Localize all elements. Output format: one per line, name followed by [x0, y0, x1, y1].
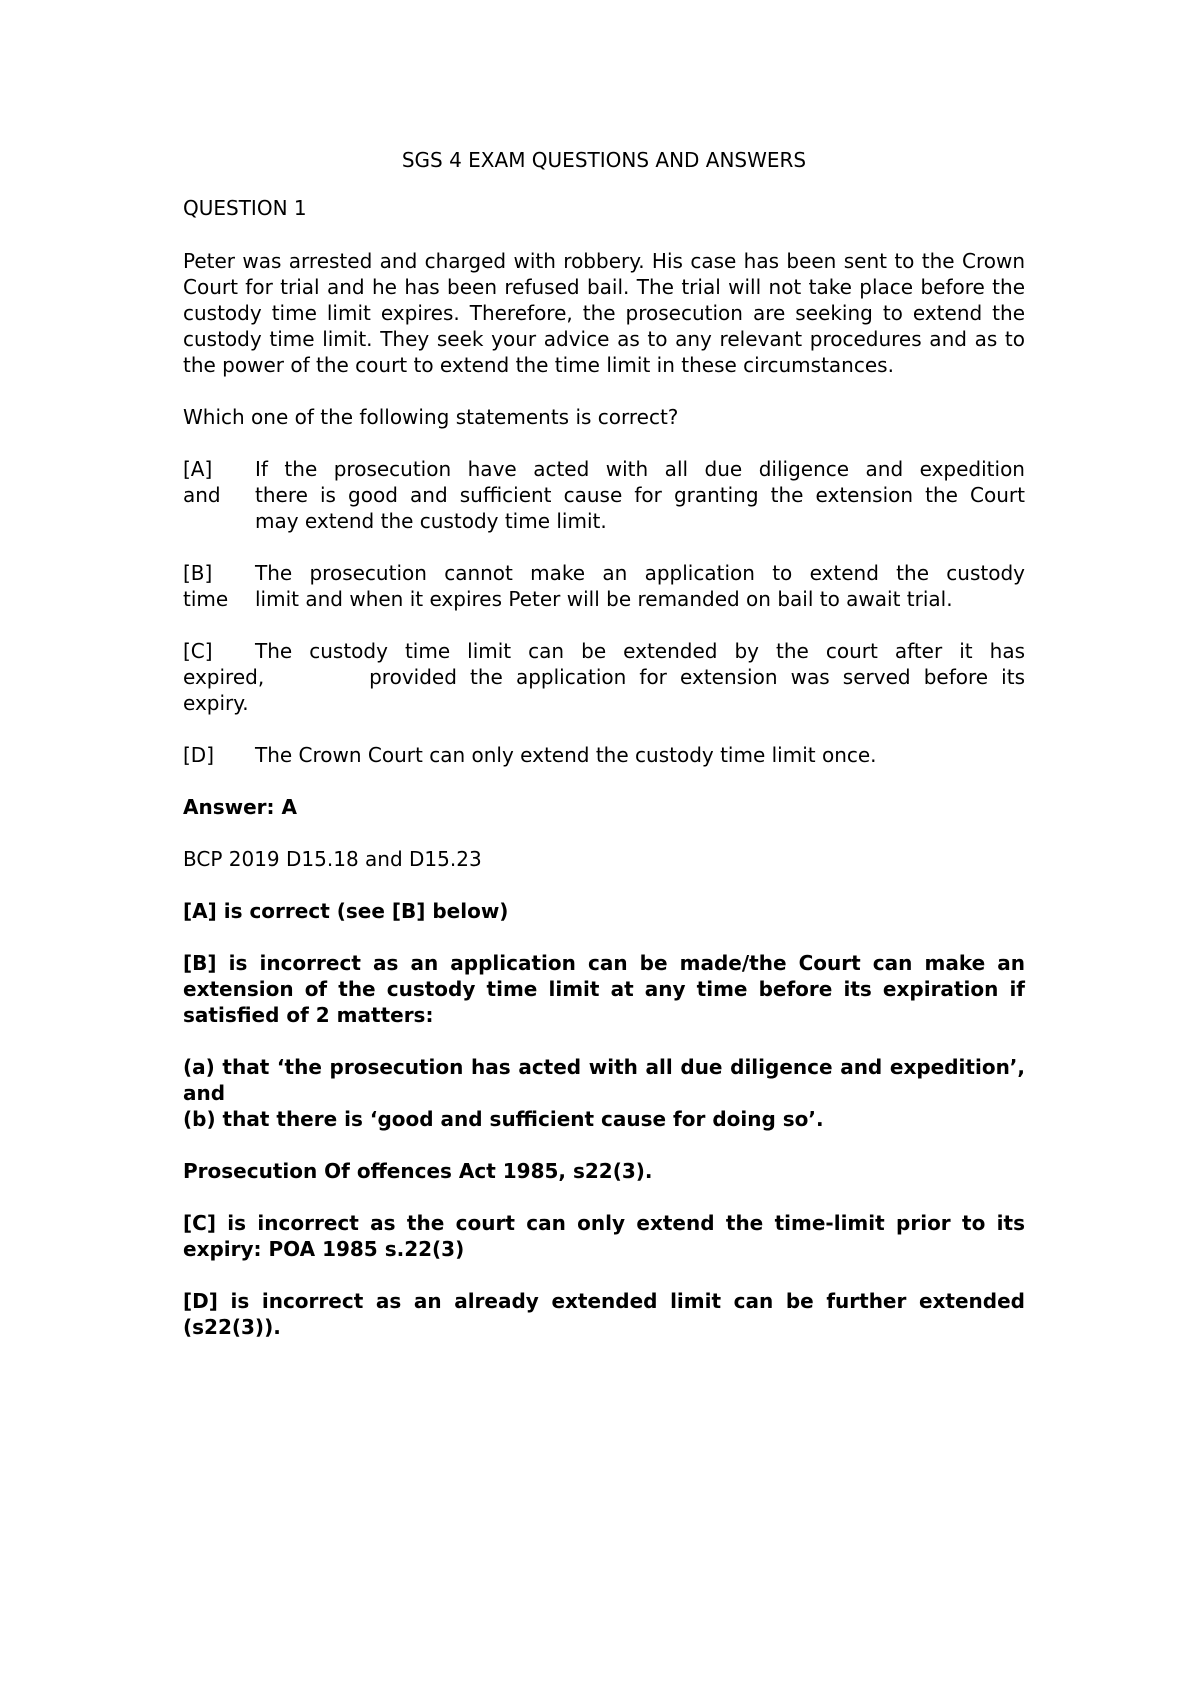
option-b-line2: limit and when it expires Peter will be remanded on bail to await trial. [255, 587, 953, 611]
option-b-key-cont: time [183, 587, 229, 611]
option-b-key: [B] [183, 561, 213, 585]
explanation-d: [D] is incorrect as an already extended limit can be further extended (s22(3)). [183, 1289, 1025, 1339]
question-prompt: Which one of the following statements is correct? [183, 405, 679, 429]
reference: BCP 2019 D15.18 and D15.23 [183, 847, 482, 871]
question-heading: QUESTION 1 [183, 196, 307, 220]
explanation-b-point-a: (a) that ‘the prosecution has acted with all due diligence and expedition’, and [183, 1055, 1025, 1105]
option-b-line1: The prosecution cannot make an application to extend the custody [255, 561, 1025, 585]
option-a-line2: there is good and sufficient cause for granting the extension the Court [255, 483, 1025, 507]
option-c [183, 638, 1025, 716]
explanation-c: [C] is incorrect as the court can only extend the time-limit prior to its expiry: POA 1985 s.22(3) [183, 1211, 1025, 1261]
option-a-key: [A] [183, 457, 213, 481]
option-d-key: [D] [183, 743, 215, 767]
option-a-line3: may extend the custody time limit. [255, 509, 607, 533]
option-a-key-cont: and [183, 483, 221, 507]
explanation-b: [B] is incorrect as an application can be made/the Court can make an extension of the custody time limit at any time before its expiration if satisfied of 2 matters: [183, 951, 1025, 1027]
explanation-a: [A] is correct (see [B] below) [183, 899, 509, 923]
explanation-b-point-b: (b) that there is ‘good and sufficient cause for doing so’. [183, 1107, 824, 1131]
option-c-key: [C] [183, 639, 213, 663]
option-c-line1: The custody time limit can be extended by the court after it has [255, 639, 1025, 663]
option-c-line3: expiry. [183, 691, 249, 715]
statute-reference: Prosecution Of offences Act 1985, s22(3). [183, 1159, 653, 1183]
question-scenario: Peter was arrested and charged with robbery. His case has been sent to the Crown Court for trial and he has been refused bail. The trial will not take place before the custody time limit expires. Therefore, the prosecution are seeking to extend the custody time limit. They seek your advice as to any relevant procedures and as to the power of the court to extend the time limit in these circumstances. [183, 249, 1025, 377]
option-a-line1: If the prosecution have acted with all due diligence and expedition [255, 457, 1025, 481]
option-b [183, 560, 1025, 612]
document-body [183, 147, 1025, 1366]
option-c-line2: expired, provided the application for extension was served before its [183, 665, 1025, 689]
option-d [183, 742, 1025, 768]
option-d-line1: The Crown Court can only extend the custody time limit once. [255, 743, 877, 767]
option-a [183, 456, 1025, 534]
answer: Answer: A [183, 795, 297, 819]
document-title: SGS 4 EXAM QUESTIONS AND ANSWERS [401, 148, 807, 172]
